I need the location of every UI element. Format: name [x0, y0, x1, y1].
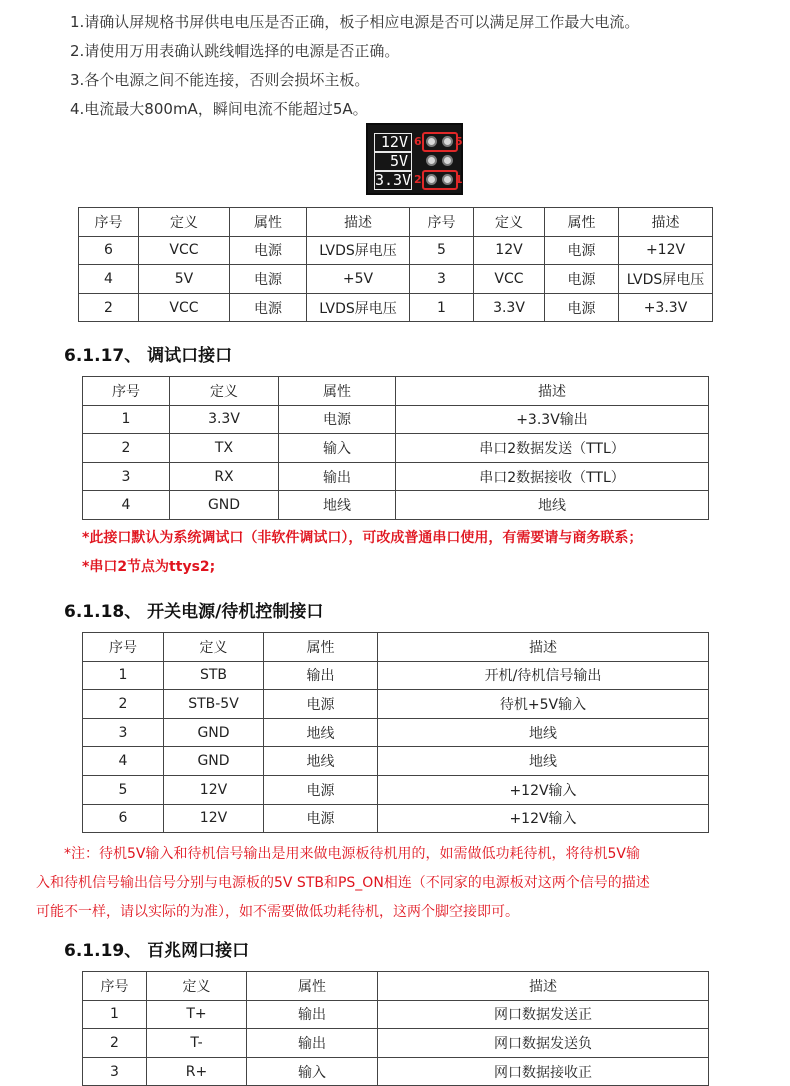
note-line: 4.电流最大800mA，瞬间电流不能超过5A。	[70, 100, 368, 118]
header-cell: 属性	[545, 208, 619, 237]
debug-table	[82, 376, 709, 520]
note-line: 3.各个电源之间不能连接，否则会损坏主板。	[70, 71, 370, 89]
pin-number: 1	[455, 173, 463, 186]
table-cell: VCC	[474, 265, 545, 294]
table-cell: GND	[170, 491, 279, 520]
table-cell: 5	[410, 236, 474, 265]
table-cell: 串口2数据发送（TTL）	[396, 434, 709, 463]
table-cell: 网口数据发送正	[378, 1000, 709, 1029]
table-cell: 电源	[264, 775, 378, 804]
table-cell: LVDS屏电压	[307, 236, 410, 265]
table-row	[79, 265, 713, 294]
header-cell: 序号	[79, 208, 139, 237]
jumper-label-3v3: 3.3V	[375, 171, 412, 189]
jumper-photo	[366, 123, 463, 195]
jumper-label-12v: 12V	[374, 133, 412, 152]
header-cell: 序号	[83, 377, 170, 406]
table-cell: 3.3V	[474, 293, 545, 322]
table-cell: T-	[147, 1029, 247, 1058]
table-header-row	[83, 972, 709, 1001]
power-switch-note	[36, 840, 766, 927]
header-cell: 序号	[410, 208, 474, 237]
table-cell: 12V	[474, 236, 545, 265]
pin	[442, 155, 453, 166]
table-row	[83, 747, 709, 776]
power-table	[78, 207, 713, 322]
table-cell: 1	[83, 661, 164, 690]
table-cell: 电源	[545, 293, 619, 322]
debug-note-2: *串口2节点为ttys2;	[82, 559, 216, 575]
table-cell: 电源	[264, 690, 378, 719]
table-cell: +3.3V输出	[396, 405, 709, 434]
table-cell: 地线	[279, 491, 396, 520]
header-cell: 定义	[147, 972, 247, 1001]
table-cell: 4	[83, 491, 170, 520]
table-cell: 6	[79, 236, 139, 265]
note-line: 2.请使用万用表确认跳线帽选择的电源是否正确。	[70, 42, 400, 60]
table-cell: 地线	[264, 718, 378, 747]
table-cell: 输入	[247, 1057, 378, 1086]
table-cell: 电源	[264, 804, 378, 833]
table-cell: 输入	[279, 434, 396, 463]
table-cell: R+	[147, 1057, 247, 1086]
header-cell: 序号	[83, 972, 147, 1001]
table-row	[83, 718, 709, 747]
table-cell: 电源	[279, 405, 396, 434]
table-row	[83, 1000, 709, 1029]
pin	[426, 155, 437, 166]
table-row	[83, 462, 709, 491]
pin-number: 6	[414, 135, 422, 148]
table-cell: TX	[170, 434, 279, 463]
table-cell: 3.3V	[170, 405, 279, 434]
section-title-power-switch: 6.1.18、 开关电源/待机控制接口	[64, 602, 324, 622]
pin	[442, 174, 453, 185]
table-cell: 电源	[230, 293, 307, 322]
pin	[426, 174, 437, 185]
table-cell: 网口数据接收正	[378, 1057, 709, 1086]
table-cell: 3	[410, 265, 474, 294]
table-cell: 2	[83, 690, 164, 719]
table-cell: 输出	[279, 462, 396, 491]
table-cell: 2	[83, 434, 170, 463]
table-cell: LVDS屏电压	[307, 293, 410, 322]
table-cell: RX	[170, 462, 279, 491]
table-cell: +12V输入	[378, 775, 709, 804]
header-cell: 定义	[139, 208, 230, 237]
note-line: 1.请确认屏规格书屏供电电压是否正确，板子相应电源是否可以满足屏工作最大电流。	[70, 13, 640, 31]
table-cell: T+	[147, 1000, 247, 1029]
table-cell: 电源	[545, 236, 619, 265]
notes-block	[70, 8, 770, 124]
table-cell: 1	[410, 293, 474, 322]
table-cell: LVDS屏电压	[619, 265, 713, 294]
table-row	[83, 661, 709, 690]
table-cell: +12V输入	[378, 804, 709, 833]
table-row	[83, 690, 709, 719]
table-cell: 2	[79, 293, 139, 322]
header-cell: 属性	[264, 633, 378, 662]
table-row	[83, 775, 709, 804]
table-cell: 输出	[264, 661, 378, 690]
table-cell: GND	[164, 718, 264, 747]
table-cell: +3.3V	[619, 293, 713, 322]
pin-number: 2	[414, 173, 422, 186]
table-header-row	[79, 208, 713, 237]
table-header-row	[83, 633, 709, 662]
table-cell: 6	[83, 804, 164, 833]
header-cell: 描述	[396, 377, 709, 406]
table-cell: 3	[83, 462, 170, 491]
table-cell: 1	[83, 1000, 147, 1029]
table-cell: 4	[83, 747, 164, 776]
header-cell: 描述	[378, 972, 709, 1001]
table-cell: 5V	[139, 265, 230, 294]
table-cell: 地线	[378, 718, 709, 747]
header-cell: 属性	[230, 208, 307, 237]
table-cell: 串口2数据接收（TTL）	[396, 462, 709, 491]
table-row	[83, 405, 709, 434]
table-cell: 输出	[247, 1029, 378, 1058]
section-title-debug: 6.1.17、 调试口接口	[64, 346, 233, 366]
note-line: 入和待机信号输出信号分别与电源板的5V STB和PS_ON相连（不同家的电源板对这两个信号的描述	[36, 875, 650, 891]
table-cell: VCC	[139, 236, 230, 265]
table-cell: 开机/待机信号输出	[378, 661, 709, 690]
note-line: 可能不一样，请以实际的为准），如不需要做低功耗待机，这两个脚空接即可。	[36, 904, 519, 920]
table-row	[83, 804, 709, 833]
table-row	[79, 293, 713, 322]
table-cell: 4	[79, 265, 139, 294]
table-row	[83, 491, 709, 520]
table-cell: GND	[164, 747, 264, 776]
table-cell: STB-5V	[164, 690, 264, 719]
table-cell: 电源	[230, 265, 307, 294]
table-cell: +5V	[307, 265, 410, 294]
table-cell: 3	[83, 718, 164, 747]
table-cell: 电源	[545, 265, 619, 294]
header-cell: 描述	[619, 208, 713, 237]
table-cell: 1	[83, 405, 170, 434]
table-cell: 5	[83, 775, 164, 804]
table-cell: 12V	[164, 775, 264, 804]
header-cell: 属性	[247, 972, 378, 1001]
table-cell: 网口数据发送负	[378, 1029, 709, 1058]
note-line: *注：待机5V输入和待机信号输出是用来做电源板待机用的，如需做低功耗待机，将待机5V输	[36, 846, 640, 862]
header-cell: 定义	[474, 208, 545, 237]
table-row	[79, 236, 713, 265]
table-cell: 12V	[164, 804, 264, 833]
jumper-label-5v: 5V	[374, 152, 412, 171]
table-header-row	[83, 377, 709, 406]
pin	[442, 136, 453, 147]
table-cell: STB	[164, 661, 264, 690]
table-row	[83, 434, 709, 463]
ethernet-table	[82, 971, 709, 1086]
header-cell: 定义	[164, 633, 264, 662]
table-cell: VCC	[139, 293, 230, 322]
pin-number: 5	[455, 135, 463, 148]
table-cell: 3	[83, 1057, 147, 1086]
table-cell: 地线	[396, 491, 709, 520]
table-row	[83, 1057, 709, 1086]
power-switch-table	[82, 632, 709, 833]
debug-note-1: *此接口默认为系统调试口（非软件调试口），可改成普通串口使用，有需要请与商务联系；	[82, 530, 643, 546]
section-title-ethernet: 6.1.19、 百兆网口接口	[64, 941, 250, 961]
header-cell: 定义	[170, 377, 279, 406]
table-cell: 地线	[378, 747, 709, 776]
table-cell: +12V	[619, 236, 713, 265]
header-cell: 序号	[83, 633, 164, 662]
table-cell: 地线	[264, 747, 378, 776]
header-cell: 描述	[307, 208, 410, 237]
table-cell: 2	[83, 1029, 147, 1058]
pin	[426, 136, 437, 147]
header-cell: 描述	[378, 633, 709, 662]
table-cell: 待机+5V输入	[378, 690, 709, 719]
table-cell: 输出	[247, 1000, 378, 1029]
table-cell: 电源	[230, 236, 307, 265]
table-row	[83, 1029, 709, 1058]
header-cell: 属性	[279, 377, 396, 406]
